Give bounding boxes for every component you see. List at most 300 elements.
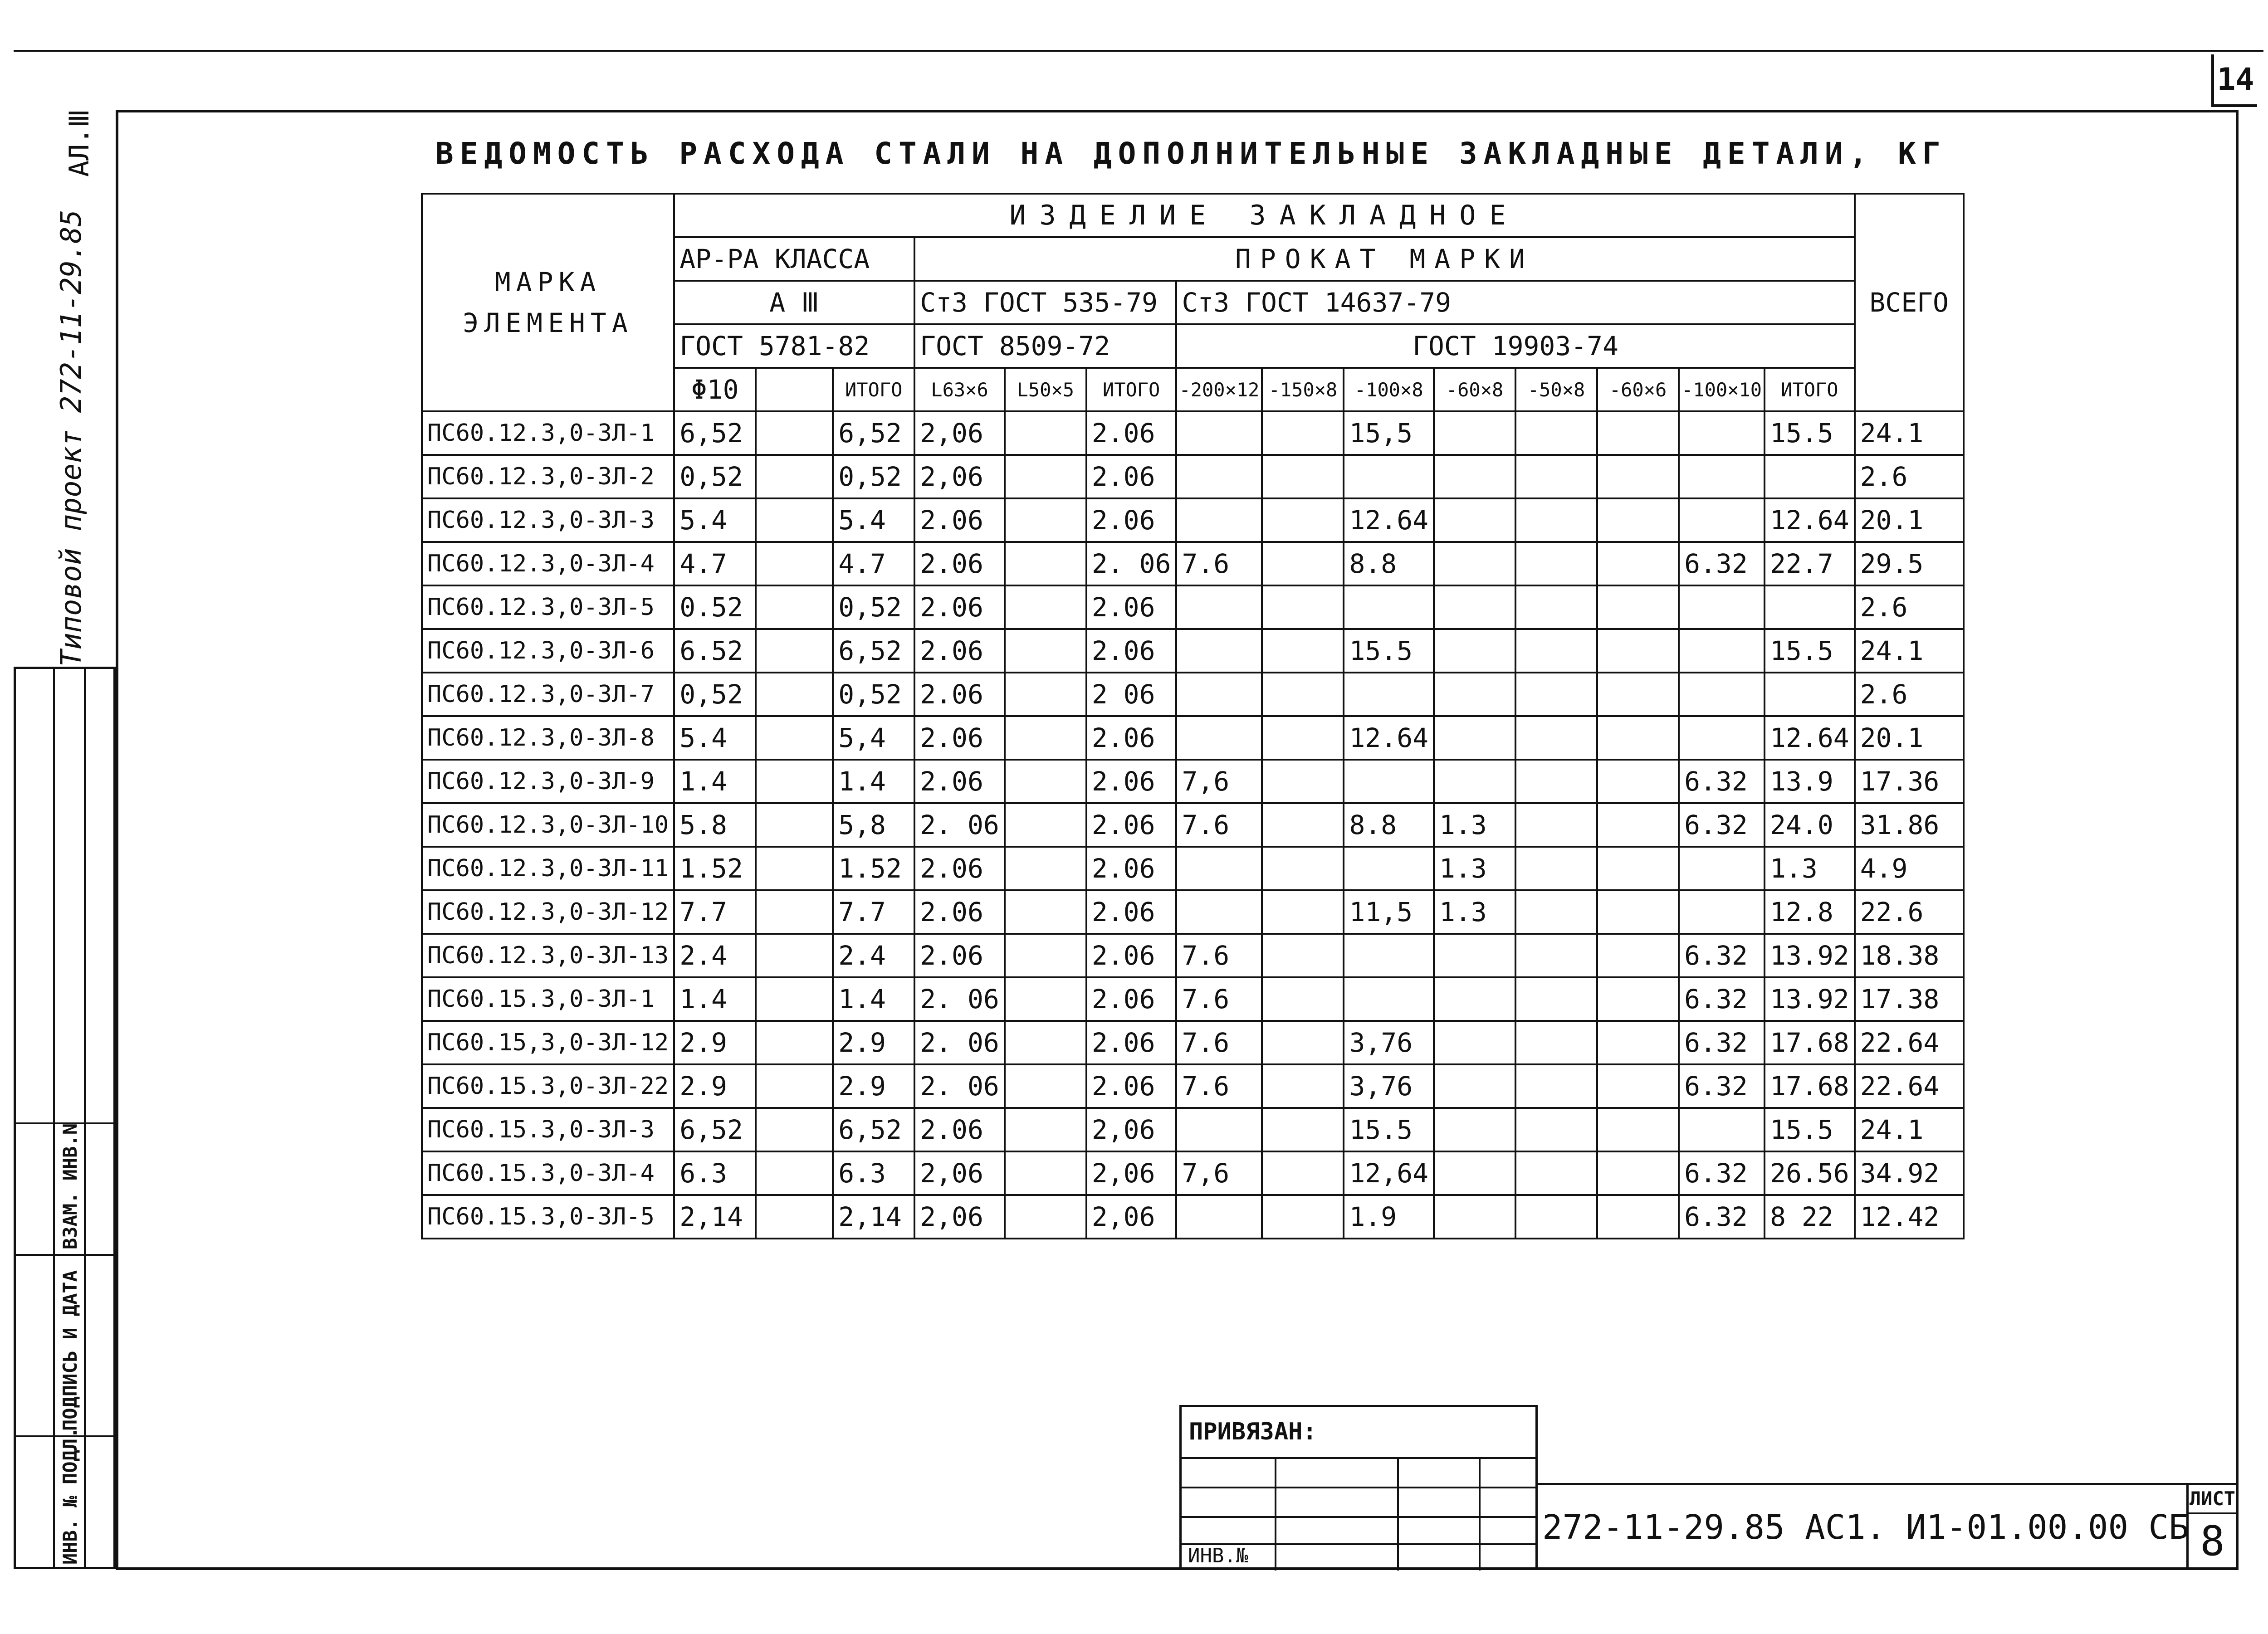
sub-header: -100×10 (1679, 368, 1765, 411)
sub-header: L50×5 (1005, 368, 1086, 411)
stamp-divider (1182, 1516, 1535, 1518)
table-cell (1262, 803, 1344, 847)
table-cell: 6,52 (833, 411, 914, 455)
sub-header: -60×8 (1434, 368, 1515, 411)
table-cell: 6.32 (1679, 1195, 1765, 1239)
table-cell: 5.4 (674, 498, 756, 542)
table-cell (1765, 455, 1855, 498)
table-cell: 6,52 (674, 411, 756, 455)
table-cell (1434, 1195, 1515, 1239)
table-cell (1597, 585, 1679, 629)
stamp-divider (1182, 1457, 1535, 1459)
table-cell: 4.9 (1855, 847, 1964, 890)
stamp-divider (1397, 1457, 1399, 1571)
prokat-header: ПРОКАТ МАРКИ (914, 237, 1854, 281)
table-cell (1176, 890, 1262, 934)
table-cell: 1.4 (833, 760, 914, 803)
table-cell (1597, 411, 1679, 455)
element-mark: ПС60.12.3,0-3Л-13 (422, 934, 674, 977)
table-cell (1005, 1108, 1086, 1151)
table-cell: 1.3 (1434, 890, 1515, 934)
table-cell (1597, 498, 1679, 542)
sheet-number: 8 (2200, 1517, 2225, 1565)
inv-podl-label: ИНВ. № ПОДЛ. (59, 1427, 81, 1565)
table-cell (1262, 498, 1344, 542)
table-cell: 2.06 (1086, 498, 1177, 542)
table-cell: 3,76 (1344, 1021, 1434, 1064)
table-cell (1005, 847, 1086, 890)
table-cell (1679, 1108, 1765, 1151)
table-cell (1515, 1108, 1597, 1151)
table-row (422, 803, 1964, 847)
side-stamp (14, 667, 116, 1569)
table-cell: 2.06 (914, 890, 1005, 934)
table-cell (756, 1151, 833, 1195)
table-cell: 1.4 (674, 760, 756, 803)
table-cell (756, 1021, 833, 1064)
table-cell: 12.42 (1855, 1195, 1964, 1239)
table-cell (1434, 411, 1515, 455)
stamp-divider (1275, 1457, 1276, 1571)
table-cell: 8 22 (1765, 1195, 1855, 1239)
table-cell: 2.4 (833, 934, 914, 977)
table-row (422, 1195, 1964, 1239)
table-cell (1262, 760, 1344, 803)
table-cell: 13.92 (1765, 977, 1855, 1021)
table-cell (1262, 716, 1344, 760)
klass-header: А Ⅲ (674, 281, 914, 324)
table-cell: 2. 06 (914, 1064, 1005, 1108)
sub-header: L63×6 (914, 368, 1005, 411)
table-cell: 2. 06 (914, 803, 1005, 847)
table-cell: 6.32 (1679, 934, 1765, 977)
table-cell (1515, 1021, 1597, 1064)
table-cell: 15.5 (1765, 629, 1855, 673)
table-cell: 6.32 (1679, 1064, 1765, 1108)
table-cell (1679, 716, 1765, 760)
table-row (422, 542, 1964, 585)
table-cell (1597, 673, 1679, 716)
table-cell: 1.3 (1765, 847, 1855, 890)
table-cell: 7.6 (1176, 1064, 1262, 1108)
table-cell: 6.32 (1679, 977, 1765, 1021)
table-cell: 2. 06 (1086, 542, 1177, 585)
table-row (422, 1064, 1964, 1108)
table-cell: 1.4 (674, 977, 756, 1021)
table-cell (1005, 716, 1086, 760)
table-cell (1005, 629, 1086, 673)
table-cell (1765, 673, 1855, 716)
table-cell (1005, 1151, 1086, 1195)
table-cell (1262, 1064, 1344, 1108)
table-cell: 2.6 (1855, 585, 1964, 629)
table-cell: 7.6 (1176, 542, 1262, 585)
table-cell (1344, 455, 1434, 498)
table-cell: 2.6 (1855, 673, 1964, 716)
table-cell (756, 1108, 833, 1151)
table-cell (756, 847, 833, 890)
table-row (422, 1021, 1964, 1064)
table-cell (1597, 1151, 1679, 1195)
table-cell (1176, 716, 1262, 760)
stamp-divider (1182, 1487, 1535, 1488)
table-cell: 18.38 (1855, 934, 1964, 977)
table-cell: 6,52 (833, 1108, 914, 1151)
table-cell (1262, 1108, 1344, 1151)
table-cell (1515, 760, 1597, 803)
table-cell: 2.9 (674, 1021, 756, 1064)
table-cell: 2,06 (1086, 1195, 1177, 1239)
table-cell (1434, 977, 1515, 1021)
table-cell (1176, 1195, 1262, 1239)
element-mark: ПС60.12.3,0-3Л-9 (422, 760, 674, 803)
table-cell (756, 716, 833, 760)
table-cell (1434, 629, 1515, 673)
drawing-code: 272-11-29.85 АС1. И1-01.00.00 СБ (1542, 1508, 2189, 1547)
table-cell: 15.5 (1765, 411, 1855, 455)
table-cell (1005, 1195, 1086, 1239)
table-cell: 12.64 (1765, 498, 1855, 542)
table-cell: 7,6 (1176, 760, 1262, 803)
table-cell (1005, 934, 1086, 977)
armatura-header: АР-РА КЛАССА (674, 237, 914, 281)
gost-5781-header: ГОСТ 5781-82 (674, 324, 914, 368)
table-row (422, 585, 1964, 629)
table-cell (756, 934, 833, 977)
podpis-data-label: ПОДПИСЬ И ДАТА (59, 1270, 81, 1431)
privyazan-label: ПРИВЯЗАН: (1189, 1418, 1317, 1445)
table-cell: 6.3 (674, 1151, 756, 1195)
table-cell: 2.9 (833, 1064, 914, 1108)
table-cell (1679, 498, 1765, 542)
table-cell: 2.06 (1086, 847, 1177, 890)
element-mark: ПС60.12.3,0-3Л-12 (422, 890, 674, 934)
table-cell (1262, 629, 1344, 673)
table-cell: 2.06 (914, 585, 1005, 629)
table-cell: 2. 06 (914, 1021, 1005, 1064)
side-divider (16, 1254, 113, 1256)
table-cell (1515, 716, 1597, 760)
table-cell: 4.7 (833, 542, 914, 585)
table-row (422, 847, 1964, 890)
table-cell (1679, 890, 1765, 934)
table-cell (1434, 1064, 1515, 1108)
side-divider (84, 669, 86, 1567)
table-cell: 7.6 (1176, 1021, 1262, 1064)
table-cell (1262, 585, 1344, 629)
vzam-inv-label: ВЗАМ. ИНВ.N (59, 1123, 81, 1249)
table-cell: 29.5 (1855, 542, 1964, 585)
table-cell (1176, 585, 1262, 629)
table-cell (1262, 890, 1344, 934)
table-cell: 12.64 (1344, 498, 1434, 542)
table-cell (1262, 847, 1344, 890)
table-cell: 2,06 (914, 411, 1005, 455)
table-cell: 24.1 (1855, 629, 1964, 673)
table-cell: 2,14 (833, 1195, 914, 1239)
table-cell: 2,06 (1086, 1151, 1177, 1195)
total-header: ВСЕГО (1855, 194, 1964, 411)
table-row (422, 629, 1964, 673)
table-cell (1597, 890, 1679, 934)
table-cell: 15,5 (1344, 411, 1434, 455)
table-cell (1597, 760, 1679, 803)
table-cell: 12.64 (1765, 716, 1855, 760)
table-cell: 2,06 (914, 1151, 1005, 1195)
table-cell: 0,52 (674, 455, 756, 498)
table-cell (1176, 498, 1262, 542)
table-cell: 8.8 (1344, 803, 1434, 847)
element-mark: ПС60.12.3,0-3Л-4 (422, 542, 674, 585)
table-cell: 22.64 (1855, 1064, 1964, 1108)
album-label: АЛ.Ⅲ (64, 109, 95, 177)
sub-header: -50×8 (1515, 368, 1597, 411)
table-cell (756, 498, 833, 542)
table-cell (756, 890, 833, 934)
table-cell: 0,52 (833, 673, 914, 716)
table-cell (1597, 1195, 1679, 1239)
table-cell (1515, 1064, 1597, 1108)
table-cell (1262, 673, 1344, 716)
element-mark: ПС60.12.3,0-3Л-8 (422, 716, 674, 760)
table-cell: 5,8 (833, 803, 914, 847)
table-cell: 5,4 (833, 716, 914, 760)
table-cell (1597, 1021, 1679, 1064)
table-cell (1005, 673, 1086, 716)
table-cell (1597, 977, 1679, 1021)
table-cell: 1.3 (1434, 847, 1515, 890)
table-cell: 2.06 (1086, 1064, 1177, 1108)
table-cell (1176, 673, 1262, 716)
table-cell (756, 1064, 833, 1108)
table-cell: 6.32 (1679, 1151, 1765, 1195)
table-cell (1597, 847, 1679, 890)
table-cell: 6,52 (833, 629, 914, 673)
table-cell (756, 542, 833, 585)
table-cell: 6,52 (674, 1108, 756, 1151)
stamp-top-rule (1538, 1483, 2189, 1485)
table-row (422, 934, 1964, 977)
privyazan-stamp (1179, 1405, 1538, 1570)
table-cell: 0,52 (833, 585, 914, 629)
sheet-number-box (2186, 1483, 2239, 1570)
table-cell: 2.4 (674, 934, 756, 977)
table-cell: 5.4 (674, 716, 756, 760)
table-cell: 7.6 (1176, 977, 1262, 1021)
sub-header: -100×8 (1344, 368, 1434, 411)
table-cell: 6.32 (1679, 542, 1765, 585)
table-cell (1679, 585, 1765, 629)
element-mark: ПС60.12.3,0-3Л-10 (422, 803, 674, 847)
table-cell: 12.8 (1765, 890, 1855, 934)
table-row (422, 455, 1964, 498)
table-cell: 2.06 (914, 673, 1005, 716)
table-cell (1679, 629, 1765, 673)
table-cell: 26.56 (1765, 1151, 1855, 1195)
steel-consumption-table (421, 193, 1965, 1239)
table-cell (1515, 803, 1597, 847)
table-cell (1515, 542, 1597, 585)
table-row (422, 760, 1964, 803)
table-cell (1344, 934, 1434, 977)
sub-header: Φ10 (674, 368, 756, 411)
sub-header: ИТОГО (833, 368, 914, 411)
table-cell (1434, 1021, 1515, 1064)
table-cell: 22.7 (1765, 542, 1855, 585)
table-cell (1434, 455, 1515, 498)
element-mark: ПС60.15.3,0-3Л-22 (422, 1064, 674, 1108)
table-row (422, 716, 1964, 760)
table-cell: 2.06 (914, 934, 1005, 977)
sub-header: -150×8 (1262, 368, 1344, 411)
table-cell: 0.52 (674, 585, 756, 629)
table-cell: 8.8 (1344, 542, 1434, 585)
sub-header: ИТОГО (1086, 368, 1177, 411)
table-cell: 2.06 (1086, 1021, 1177, 1064)
table-cell (1679, 847, 1765, 890)
table-cell: 31.86 (1855, 803, 1964, 847)
table-cell: 17.68 (1765, 1064, 1855, 1108)
table-cell: 6.32 (1679, 1021, 1765, 1064)
table-cell: 2.06 (1086, 411, 1177, 455)
table-cell: 2.06 (1086, 760, 1177, 803)
element-mark: ПС60.12.3,0-3Л-6 (422, 629, 674, 673)
table-cell (756, 803, 833, 847)
sub-header: -200×12 (1176, 368, 1262, 411)
table-cell (1515, 673, 1597, 716)
table-cell: 5.4 (833, 498, 914, 542)
element-mark: ПС60.15.3,0-3Л-4 (422, 1151, 674, 1195)
table-cell: 2.06 (914, 629, 1005, 673)
table-cell (1344, 847, 1434, 890)
table-cell (1597, 455, 1679, 498)
table-cell: 22.64 (1855, 1021, 1964, 1064)
table-cell (1515, 1151, 1597, 1195)
element-mark: ПС60.12.3,0-3Л-3 (422, 498, 674, 542)
table-cell (756, 411, 833, 455)
table-cell (1597, 934, 1679, 977)
table-cell: 1.3 (1434, 803, 1515, 847)
table-cell: 2.06 (914, 542, 1005, 585)
table-cell (756, 455, 833, 498)
table-cell: 6.32 (1679, 803, 1765, 847)
table-cell (1262, 1021, 1344, 1064)
table-cell: 2.06 (914, 716, 1005, 760)
table-cell (1005, 585, 1086, 629)
table-cell: 24.1 (1855, 1108, 1964, 1151)
element-mark: ПС60.15.3,0-3Л-1 (422, 977, 674, 1021)
table-cell: 2. 06 (914, 977, 1005, 1021)
table-cell (1679, 673, 1765, 716)
table-cell: 20.1 (1855, 498, 1964, 542)
table-cell (1262, 1195, 1344, 1239)
table-cell: 34.92 (1855, 1151, 1964, 1195)
table-cell (1005, 1021, 1086, 1064)
table-row (422, 411, 1964, 455)
table-cell: 2.06 (1086, 716, 1177, 760)
table-cell: 17.38 (1855, 977, 1964, 1021)
table-cell: 5.8 (674, 803, 756, 847)
table-cell (1515, 847, 1597, 890)
table-cell (756, 1195, 833, 1239)
element-mark: ПС60.12.3,0-3Л-5 (422, 585, 674, 629)
table-cell (1005, 1064, 1086, 1108)
table-cell: 4.7 (674, 542, 756, 585)
table-cell: 2.06 (1086, 803, 1177, 847)
sub-header: -60×6 (1597, 368, 1679, 411)
table-cell (1515, 977, 1597, 1021)
side-divider (53, 669, 55, 1567)
table-cell: 2.9 (833, 1021, 914, 1064)
izdelie-header: ИЗДЕЛИЕ ЗАКЛАДНОЕ (674, 194, 1854, 237)
table-cell (1344, 673, 1434, 716)
table-cell (1679, 455, 1765, 498)
table-cell (1005, 411, 1086, 455)
table-cell: 2,06 (914, 1195, 1005, 1239)
table-cell (1597, 716, 1679, 760)
table-cell: 1.4 (833, 977, 914, 1021)
table-cell (1262, 542, 1344, 585)
table-cell (1434, 498, 1515, 542)
table-cell (1434, 716, 1515, 760)
table-cell (1765, 585, 1855, 629)
table-cell: 13.9 (1765, 760, 1855, 803)
top-rule (14, 50, 2263, 52)
table-cell: 24.1 (1855, 411, 1964, 455)
table-cell: 2.06 (1086, 455, 1177, 498)
table-cell (1262, 1151, 1344, 1195)
table-cell: 7.7 (833, 890, 914, 934)
table-cell (1434, 934, 1515, 977)
table-cell (1679, 411, 1765, 455)
table-cell (1515, 455, 1597, 498)
table-cell (1262, 934, 1344, 977)
table-cell (1262, 977, 1344, 1021)
corner-sheet-number: 14 (2211, 54, 2257, 107)
table-cell: 1.9 (1344, 1195, 1434, 1239)
table-cell: 2.06 (1086, 934, 1177, 977)
st3-14637-header: Ст3 ГОСТ 14637-79 (1176, 281, 1854, 324)
table-cell (1176, 411, 1262, 455)
page-title: ВЕДОМОСТЬ РАСХОДА СТАЛИ НА ДОПОЛНИТЕЛЬНЫЕ ЗАКЛАДНЫЕ ДЕТАЛИ, КГ (435, 136, 1947, 171)
table-cell (1597, 542, 1679, 585)
table-cell: 22.6 (1855, 890, 1964, 934)
table-cell: 2,06 (914, 455, 1005, 498)
sub-header (756, 368, 833, 411)
table-cell: 15.5 (1344, 629, 1434, 673)
table-cell: 3,76 (1344, 1064, 1434, 1108)
table-cell: 15.5 (1765, 1108, 1855, 1151)
table-cell: 6.32 (1679, 760, 1765, 803)
table-cell: 20.1 (1855, 716, 1964, 760)
table-cell: 2.06 (914, 1108, 1005, 1151)
gost-8509-header: ГОСТ 8509-72 (914, 324, 1176, 368)
table-row (422, 977, 1964, 1021)
st3-535-header: Ст3 ГОСТ 535-79 (914, 281, 1176, 324)
table-cell (1176, 455, 1262, 498)
table-row (422, 498, 1964, 542)
table-cell (756, 977, 833, 1021)
table-row (422, 673, 1964, 716)
stamp-divider (1479, 1457, 1481, 1571)
table-cell (756, 673, 833, 716)
table-cell (1597, 629, 1679, 673)
table-cell: 2.06 (1086, 890, 1177, 934)
table-cell (1515, 585, 1597, 629)
project-label: Типовой проект 272-11-29.85 (54, 210, 88, 667)
element-mark: ПС60.12.3,0-3Л-7 (422, 673, 674, 716)
table-cell (1515, 411, 1597, 455)
